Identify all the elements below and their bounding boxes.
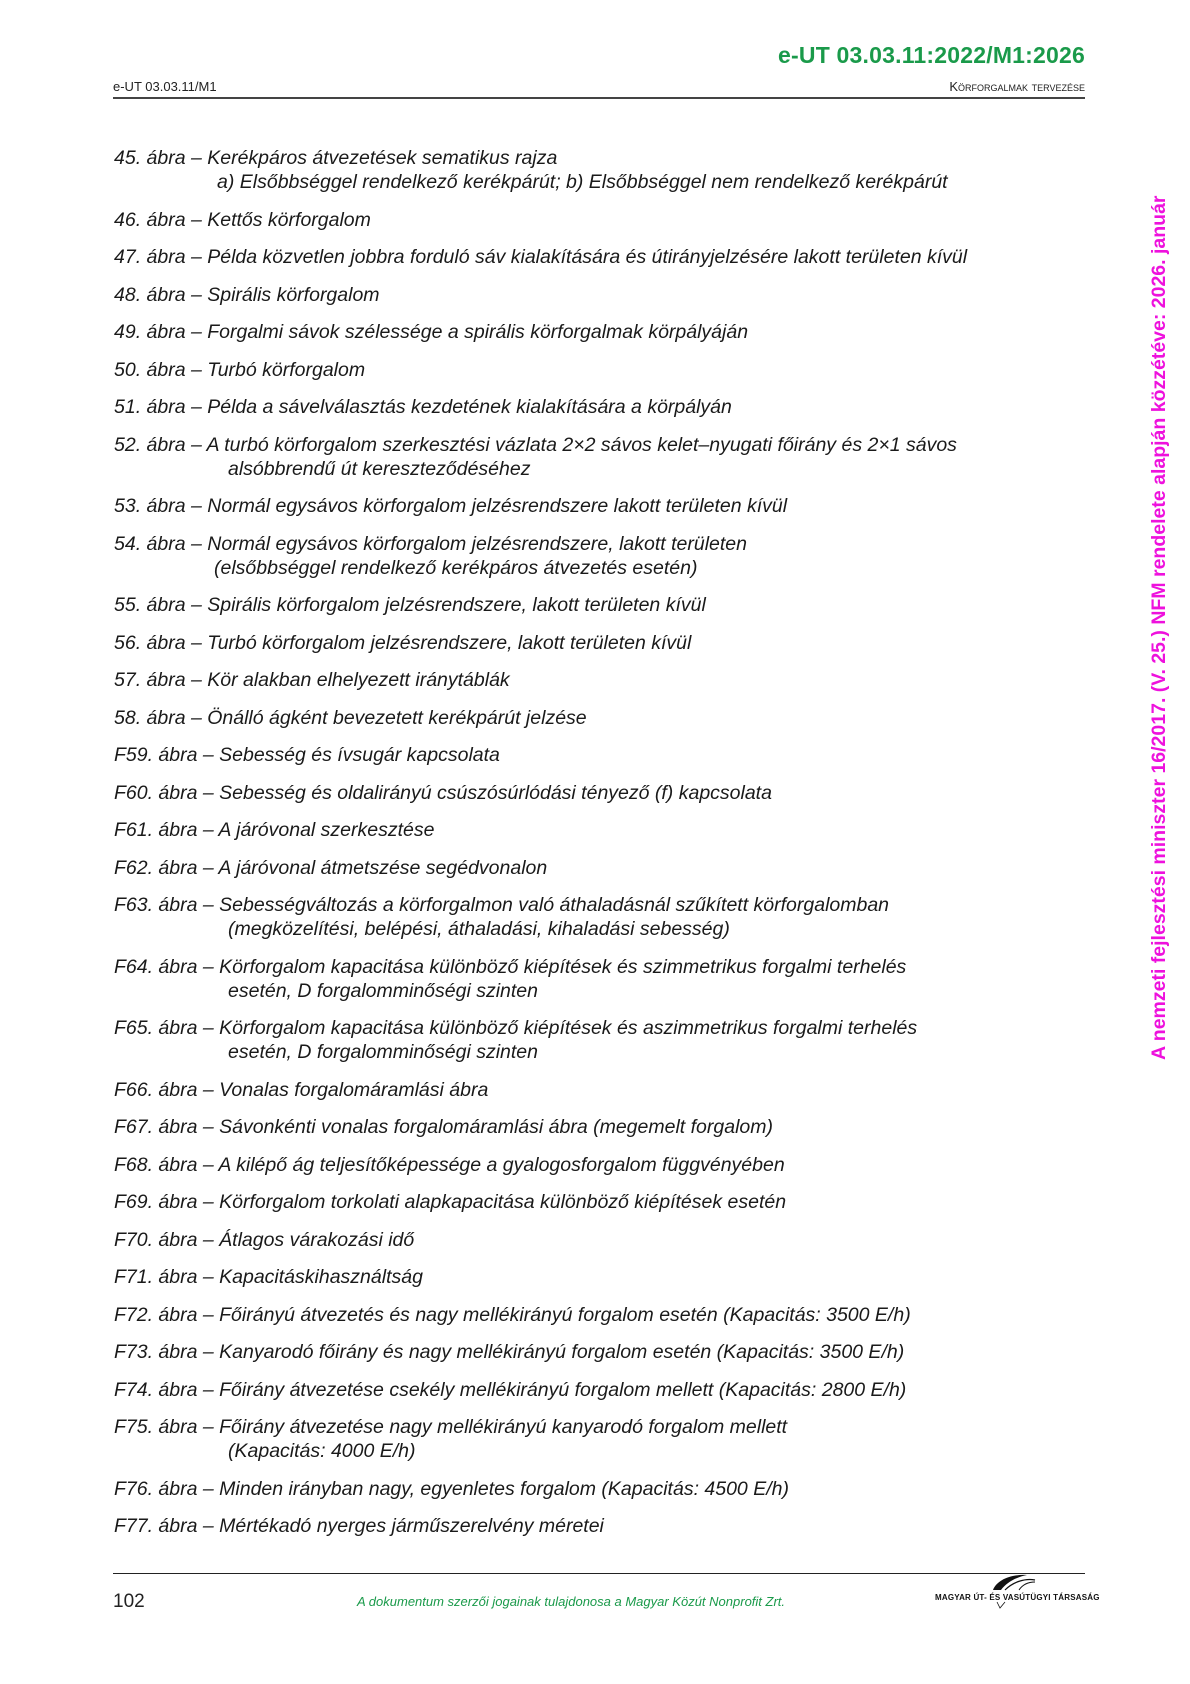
list-item: 47. ábra – Példa közvetlen jobbra forduló sáv kialakítására és útirányjelzésére lakott területen kívül bbox=[114, 246, 968, 268]
list-item: 45. ábra – Kerékpáros átvezetések sematikus rajza a) Elsőbbséggel rendelkező kerékpárút; b) Elsőbbséggel nem rendelkező kerékpárút bbox=[114, 147, 948, 193]
publication-side-note: A nemzeti fejlesztési miniszter 16/2017. (V. 25.) NFM rendelete alapján közzétéve: 2026. január bbox=[1148, 195, 1170, 1060]
header-left: e-UT 03.03.11/M1 bbox=[113, 79, 217, 94]
list-item: F59. ábra – Sebesség és ívsugár kapcsolata bbox=[114, 744, 500, 766]
list-item: F71. ábra – Kapacitáskihasználtság bbox=[114, 1266, 423, 1288]
list-item: F63. ábra – Sebességváltozás a körforgalmon való áthaladásnál szűkített körforgalomban (megközelítési, belépési, áthaladási, kihaladási sebesség) bbox=[114, 894, 890, 940]
list-item: 48. ábra – Spirális körforgalom bbox=[114, 283, 380, 306]
list-item: F69. ábra – Körforgalom torkolati alapkapacitása különböző kiépítések esetén bbox=[114, 1191, 787, 1213]
list-item: F62. ábra – A járóvonal átmetszése segédvonalon bbox=[114, 856, 548, 879]
list-item: 52. ábra – A turbó körforgalom szerkesztési vázlata 2×2 sávos kelet–nyugati főirány és 2×1 sávos alsóbbrendű út kereszteződéséhez bbox=[114, 433, 957, 480]
page-number: 102 bbox=[113, 1591, 145, 1612]
list-item: 53. ábra – Normál egysávos körforgalom jelzésrendszere lakott területen kívül bbox=[114, 495, 788, 517]
society-logo bbox=[935, 1572, 1100, 1612]
list-item: 51. ábra – Példa a sávelválasztás kezdetének kialakítására a körpályán bbox=[114, 396, 732, 418]
list-item: 58. ábra – Önálló ágként bevezetett kerékpárút jelzése bbox=[114, 706, 587, 729]
list-item: F67. ábra – Sávonkénti vonalas forgalomáramlási ábra (megemelt forgalom) bbox=[114, 1116, 773, 1138]
list-item: F60. ábra – Sebesség és oldalirányú csúszósúrlódási tényező (f) kapcsolata bbox=[114, 781, 772, 804]
list-item: 56. ábra – Turbó körforgalom jelzésrendszere, lakott területen kívül bbox=[114, 631, 692, 654]
copyright-note: A dokumentum szerzői jogainak tulajdonosa a Magyar Közút Nonprofit Zrt. bbox=[357, 1594, 786, 1609]
doc-code: e-UT 03.03.11:2022/M1:2026 bbox=[778, 42, 1085, 68]
list-item: F70. ábra – Átlagos várakozási idő bbox=[114, 1228, 415, 1251]
list-item: 49. ábra – Forgalmi sávok szélessége a spirális körforgalmak körpályáján bbox=[114, 321, 749, 343]
list-item: 50. ábra – Turbó körforgalom bbox=[114, 358, 366, 381]
list-item: F72. ábra – Főirányú átvezetés és nagy mellékirányú forgalom esetén (Kapacitás: 3500 E/h) bbox=[114, 1303, 911, 1326]
list-item: F68. ábra – A kilépő ág teljesítőképessége a gyalogosforgalom függvényében bbox=[114, 1153, 785, 1176]
list-item: F66. ábra – Vonalas forgalomáramlási ábra bbox=[114, 1078, 489, 1101]
list-item: 46. ábra – Kettős körforgalom bbox=[114, 208, 371, 231]
list-item: 54. ábra – Normál egysávos körforgalom jelzésrendszere, lakott területen (elsőbbséggel rendelkező kerékpáros átvezetés esetén) bbox=[114, 532, 747, 579]
list-item: F64. ábra – Körforgalom kapacitása különböző kiépítések és szimmetrikus forgalmi terhelés esetén, D forgalomminőségi szinten bbox=[114, 955, 907, 1002]
list-item: F76. ábra – Minden irányban nagy, egyenletes forgalom (Kapacitás: 4500 E/h) bbox=[114, 1477, 789, 1500]
logo-text: MAGYAR ÚT- ÉS VASÚTÜGYI TÁRSASÁG bbox=[935, 1593, 1100, 1602]
list-item: 57. ábra – Kör alakban elhelyezett iránytáblák bbox=[114, 669, 510, 691]
list-item: F74. ábra – Főirány átvezetése csekély mellékirányú forgalom mellett (Kapacitás: 2800 E/h) bbox=[114, 1378, 907, 1401]
road-swoosh-icon bbox=[935, 1572, 1085, 1612]
list-item: F75. ábra – Főirány átvezetése nagy mellékirányú kanyarodó forgalom mellett (Kapacitás: 4000 E/h) bbox=[114, 1416, 788, 1462]
figure-list bbox=[114, 146, 1089, 1552]
header-rule bbox=[113, 97, 1085, 99]
list-item: F61. ábra – A járóvonal szerkesztése bbox=[114, 819, 435, 841]
header-right: Körforgalmak tervezése bbox=[949, 79, 1085, 94]
list-item: F77. ábra – Mértékadó nyerges járműszerelvény méretei bbox=[114, 1515, 604, 1537]
list-item: F73. ábra – Kanyarodó főirány és nagy mellékirányú forgalom esetén (Kapacitás: 3500 E/h) bbox=[114, 1341, 905, 1363]
list-item: 55. ábra – Spirális körforgalom jelzésrendszere, lakott területen kívül bbox=[114, 594, 706, 616]
list-item: F65. ábra – Körforgalom kapacitása különböző kiépítések és aszimmetrikus forgalmi terhelés esetén, D forgalomminőségi szinten bbox=[114, 1017, 918, 1063]
